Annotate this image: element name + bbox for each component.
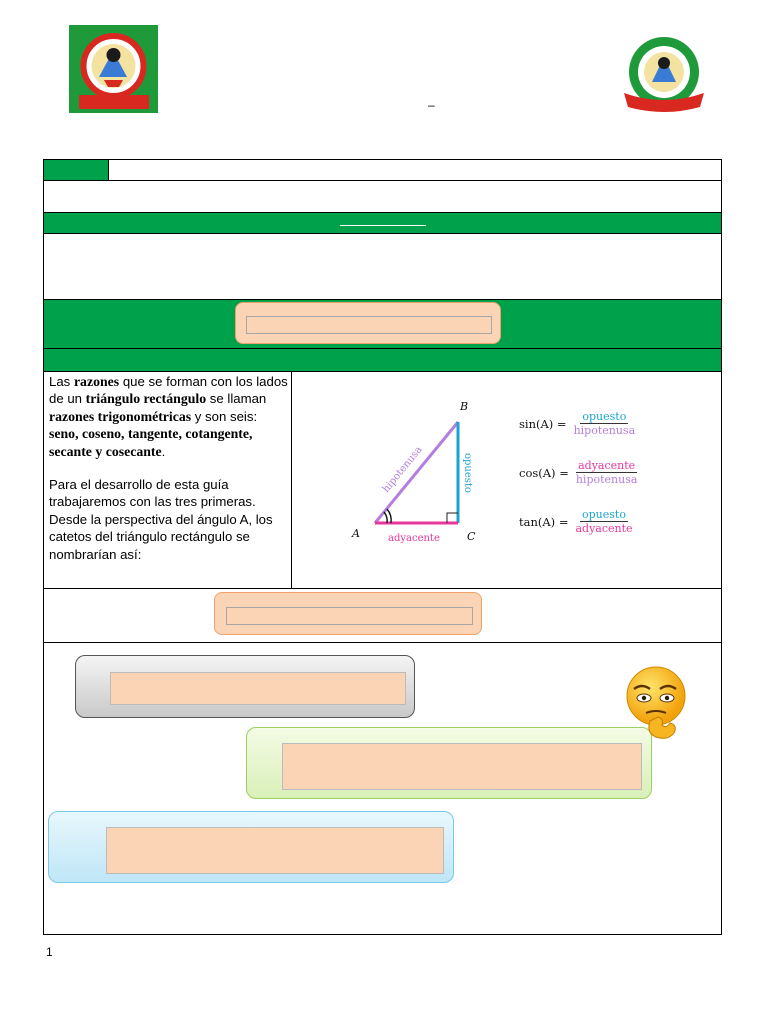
vertex-c-label: C	[467, 530, 476, 543]
page-number: 1	[46, 945, 53, 959]
row3-green-band	[44, 213, 721, 233]
hypotenuse-label: hipotenusa	[380, 444, 425, 495]
green-band-underline	[340, 225, 426, 226]
school-logo-right	[620, 35, 708, 113]
formula-tan: tan(A) = $\frac{\text{opuesto}}{\text{adyacente}}$	[519, 508, 633, 535]
section-pill	[214, 592, 482, 635]
gray-callout-box	[75, 655, 415, 718]
header-dash: –	[428, 98, 435, 112]
vertex-a-label: A	[352, 527, 360, 540]
green-callout-box	[246, 727, 652, 799]
blue-callout-box	[48, 811, 454, 883]
intro-text	[49, 373, 289, 579]
row6-green-band	[44, 349, 721, 371]
school-logo-left	[69, 25, 158, 113]
vertex-b-label: B	[460, 400, 469, 413]
title-pill	[235, 302, 501, 344]
thinking-emoji-icon	[620, 663, 690, 753]
row1-green-label-cell	[44, 160, 108, 180]
formula-cos: cos(A) = $\frac{\text{adyacente}}{\text{hipotenusa}}$	[519, 459, 638, 486]
opposite-label: opuesto	[462, 453, 473, 493]
right-triangle-diagram	[345, 395, 490, 550]
adjacent-label: adyacente	[388, 533, 440, 544]
intro-paragraph-2: Para el desarrollo de esta guía trabajaremos con las tres primeras. Desde la perspectiva del ángulo A, los catetos del triángulo rectángulo se nombrarían así:	[49, 477, 273, 562]
formula-sin: sin(A) = $\frac{\text{opuesto}}{\text{hipotenusa}}$	[519, 410, 636, 437]
intro-paragraph-1: Las razones que se forman con los lados de un triángulo rectángulo se llaman razones trigonométricas y son seis: seno, coseno, tangente, cotangente, secante y cosecante.	[49, 374, 288, 459]
